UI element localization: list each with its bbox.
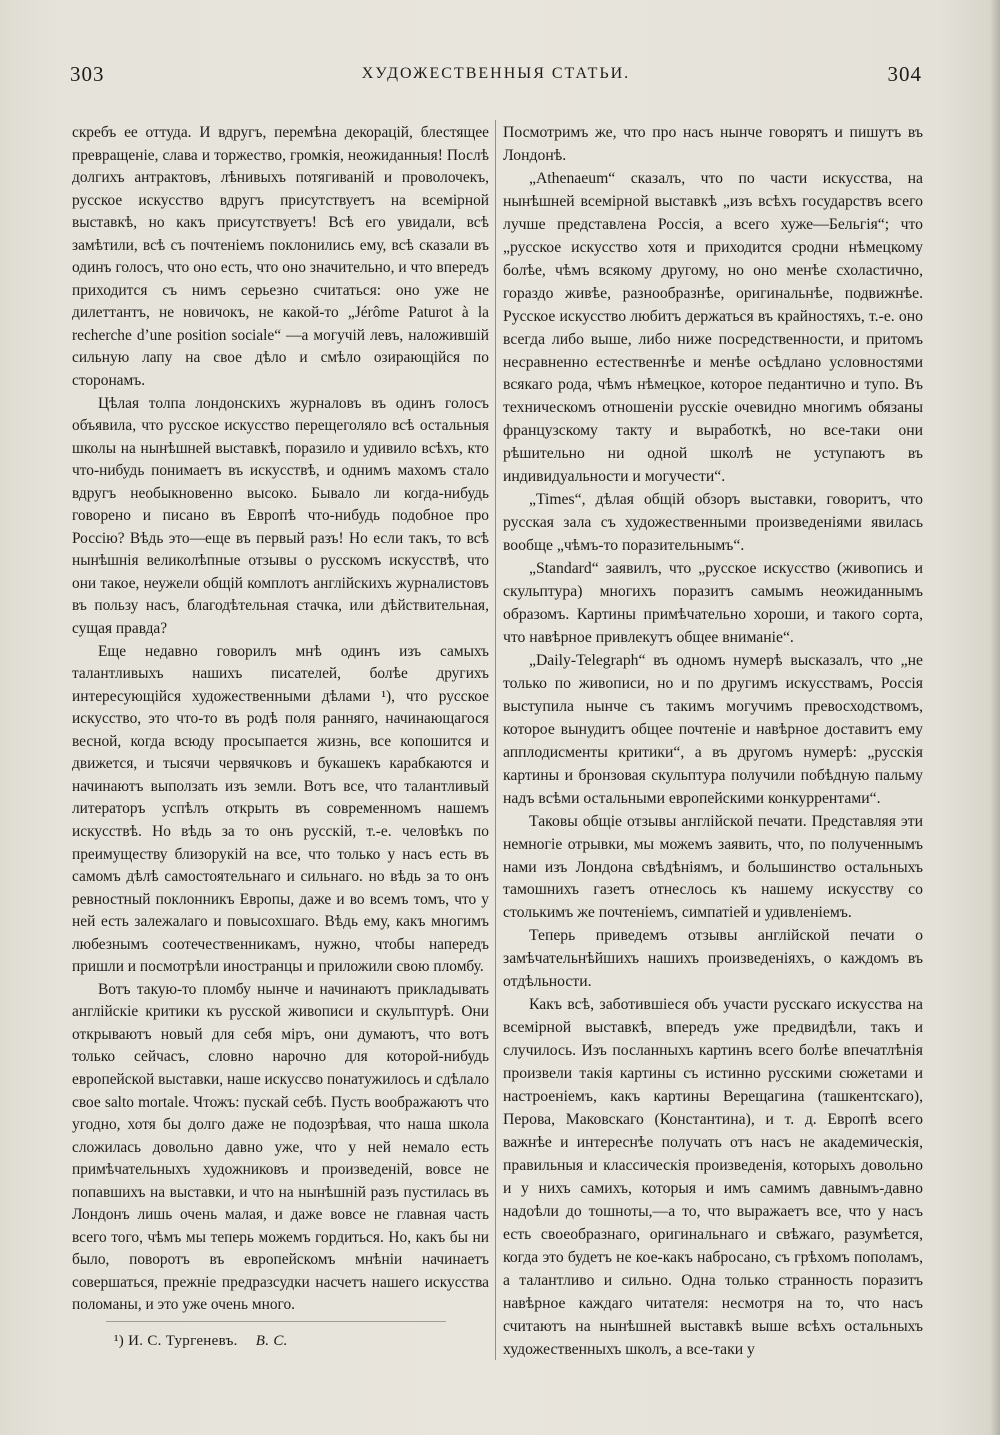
running-title: ХУДОЖЕСТВЕННЫЯ СТАТЬИ. xyxy=(361,65,631,82)
footnote-signature: В. С. xyxy=(255,1333,288,1349)
footnote-text: ¹) И. С. Тургеневъ. xyxy=(114,1333,238,1349)
paragraph: Какъ всѣ, заботившіеся объ участи русскаго искусства на всемірной выставкѣ, впередъ уже предвидѣли, такъ и случилось. Изъ посланныхъ картинъ всего болѣе впечатлѣнія произвели такія картины съ истинно русскими сюжетами и настроеніемъ, какъ картины Верещагина (ташкентскаго), Перова, Маковскаго (Константина), и т. д. Европѣ всего важнѣе и интереснѣе получать отъ насъ не академическія, правильныя и классическія произведенія, которыхъ довольно и у нихъ самихъ, которыя и имъ самимъ давнымъ-давно надоѣли до тошноты,—а то, что выражаетъ все, что у насъ есть своеобразнаго, оригинальнаго и свѣжаго, разумѣется, когда это будетъ не кое-какъ набросано, съ грѣхомъ пополамъ, а талантливо и сильно. Одна только странность поразитъ навѣрное каждаго читателя: несмотря на то, что насъ считаютъ на нынѣшней выставкѣ выше всѣхъ остальныхъ художественныхъ школъ, а все-таки у xyxy=(503,996,923,1358)
paragraph: Таковы общіе отзывы англійской печати. Представляя эти немногіе отрывки, мы можемъ заявить, что, по полученнымъ нами изъ Лондона свѣдѣніямъ, и большинство остальныхъ тамошнихъ газетъ отнеслось къ нашему искусству со столькимъ же почтеніемъ, симпатіей и удивленіемъ. xyxy=(503,812,923,922)
page-number-left: 303 xyxy=(70,62,105,86)
footnote xyxy=(114,1333,288,1350)
paragraph: „Standard“ заявилъ, что „русское искусство (живопись и скульптура) многихъ поразитъ самымъ неожиданнымъ образомъ. Картины примѣчательно хороши, и такого сорта, что навѣрное привлекутъ общее вниманіе“. xyxy=(503,560,923,646)
page-number-right: 304 xyxy=(887,62,922,86)
running-header xyxy=(70,62,922,92)
page-edge-shadow xyxy=(990,0,1000,1435)
right-column xyxy=(503,122,923,1361)
paragraph: „Times“, дѣлая общій обзоръ выставки, говоритъ, что русская зала съ художественными произведеніями явилась вообще „чѣмъ-то поразительнымъ“. xyxy=(503,491,923,555)
paragraph: Посмотримъ же, что про насъ нынче говорятъ и пишутъ въ Лондонѣ. xyxy=(503,124,923,164)
paragraph: скребъ ее оттуда. И вдругъ, перемѣна декорацій, блестящее превращеніе, слава и торжество, громкія, неожиданныя! Послѣ долгихъ антрактовъ, лѣнивыхъ потягиваній и проволочекъ, русское искусство вдругъ присутствуетъ на всемірной выставкѣ, но какъ присутствуетъ! Всѣ его увидали, всѣ замѣтили, всѣ съ почтеніемъ поклонились ему, всѣ сказали въ одинъ голосъ, что оно есть, что оно значительно, и что впередъ приходится съ нимъ серьезно считаться: оно уже не дилеттантъ, не новичокъ, не какой-то „Jérôme Paturot à la recherche d’une position sociale“ —а могучій левъ, наложившій сильную лапу на свое дѣло и смѣло озирающійся по сторонамъ. xyxy=(72,124,489,390)
paragraph: Вотъ такую-то пломбу нынче и начинаютъ прикладывать англійскіе критики къ русской живописи и скульптурѣ. Они открываютъ новый для себя міръ, они думаютъ, что вотъ только сейчасъ, словно нарочно для которой-нибудь европейской выставки, наше искуссво понатужилось и сдѣлало свое salto mortale. Чтожъ: пускай себѣ. Пусть воображаютъ что угодно, хотя бы долго даже не подозрѣвая, что наша школа сложилась довольно давно уже, что у ней немало есть примѣчательныхъ художниковъ и произведеній, вовсе не попавшихъ на выставки, и что на нынѣшній разъ пустилась въ Лондонъ лишь очень малая, и даже вовсе не главная часть всего того, чѣмъ мы теперь можемъ гордиться. Но, какъ бы ни было, поворотъ въ европейскомъ мнѣніи начинаетъ совершаться, прежніе предразсудки насчетъ нашего искусства поломаны, и это уже очень много. xyxy=(72,980,490,1314)
paragraph: Теперь приведемъ отзывы англійской печати о замѣчательнѣйшихъ нашихъ произведеніяхъ, о каждомъ въ отдѣльности. xyxy=(503,927,923,991)
paragraph: Еще недавно говорилъ мнѣ одинъ изъ самыхъ талантливыхъ нашихъ писателей, болѣе другихъ интересующійся художественными дѣлами ¹), что русское искусство, это что-то въ родѣ поля ранняго, начинающагося весной, когда всюду просыпается жизнь, все копошится и движется, и тысячи червячковъ и букашекъ карабкаются и начинаютъ выползать изъ земли. Вотъ все, что талантливый литераторъ успѣлъ открыть въ современномъ нашемъ искусствѣ. Но вѣдь за то онъ русскій, т.-е. человѣкъ по преимуществу близорукій на все, что только у насъ есть въ самомъ дѣлѣ самостоятельнаго и сильнаго. но вѣдь за то онъ ревностный поклонникъ Европы, даже и во всемъ томъ, что у ней есть залежалаго и повысохшаго. Вѣдь ему, какъ многимъ любезнымъ соотечественникамъ, нужно, чтобы напередъ пришли и посмотрѣли иностранцы и приложили свою пломбу. xyxy=(72,642,489,976)
paragraph: „Daily-Telegraph“ въ одномъ нумерѣ высказалъ, что „не только по живописи, но и по другимъ искусствамъ, Россія выступила нынче съ такимъ могучимъ превосходствомъ, которое вынудитъ общее почтеніе и навѣрное доставитъ ему апплодисменты критики“, а въ другомъ нумерѣ: „русскія картины и бронзовая скульптура получили побѣдную пальму надъ всѣми остальными европейскими конкуррентами“. xyxy=(503,651,923,807)
footnote-rule xyxy=(106,1321,446,1322)
paragraph: Цѣлая толпа лондонскихъ журналовъ въ одинъ голосъ объявила, что русское искусство перещеголяло всѣ остальныя школы на нынѣшней выставкѣ, поразило и удивило всѣхъ, кто что-нибудь понимаетъ въ искусствѣ, и однимъ махомъ стало вдругъ необыкновенно высоко. Бывало ли когда-нибудь говорено и писано въ Европѣ что-нибудь подобное про Россію? Вѣдь это—еще въ первый разъ! Но если такъ, то всѣ нынѣшнія великолѣпные отзывы о русскомъ искусствѣ, что они такое, неужели общій комплотъ англійскихъ журналистовъ въ пользу насъ, благодѣтельная стачка, или дѣйствительная, сущая правда? xyxy=(72,394,489,638)
column-divider xyxy=(495,120,496,1360)
paragraph: „Athenaeum“ сказалъ, что по части искусства, на нынѣшней всемірной выставкѣ „изъ всѣхъ государствъ всего лучше представлена Россія, а всего хуже—Бельгія“; что „русское искусство хотя и приходится сродни нѣмецкому болѣе, чѣмъ всякому другому, но оно менѣе схоластично, гораздо живѣе, разнообразнѣе, оригинальнѣе, подвижнѣе. Русское искусство любитъ держаться въ крайностяхъ, т.-е. оно всегда либо выше, либо ниже посредственности, и притомъ несравненно естественнѣе и менѣе осѣдлано условностями всякаго рода, чѣмъ нѣмецкое, которое педантично и тупо. Въ техническомъ отношеніи русскіе очевидно многимъ обязаны французскому такту и выработкѣ, но все-таки они рѣшительно ни одной школѣ не уступаютъ въ индивидуальности и могучести“. xyxy=(503,169,923,486)
left-column xyxy=(72,122,489,1317)
